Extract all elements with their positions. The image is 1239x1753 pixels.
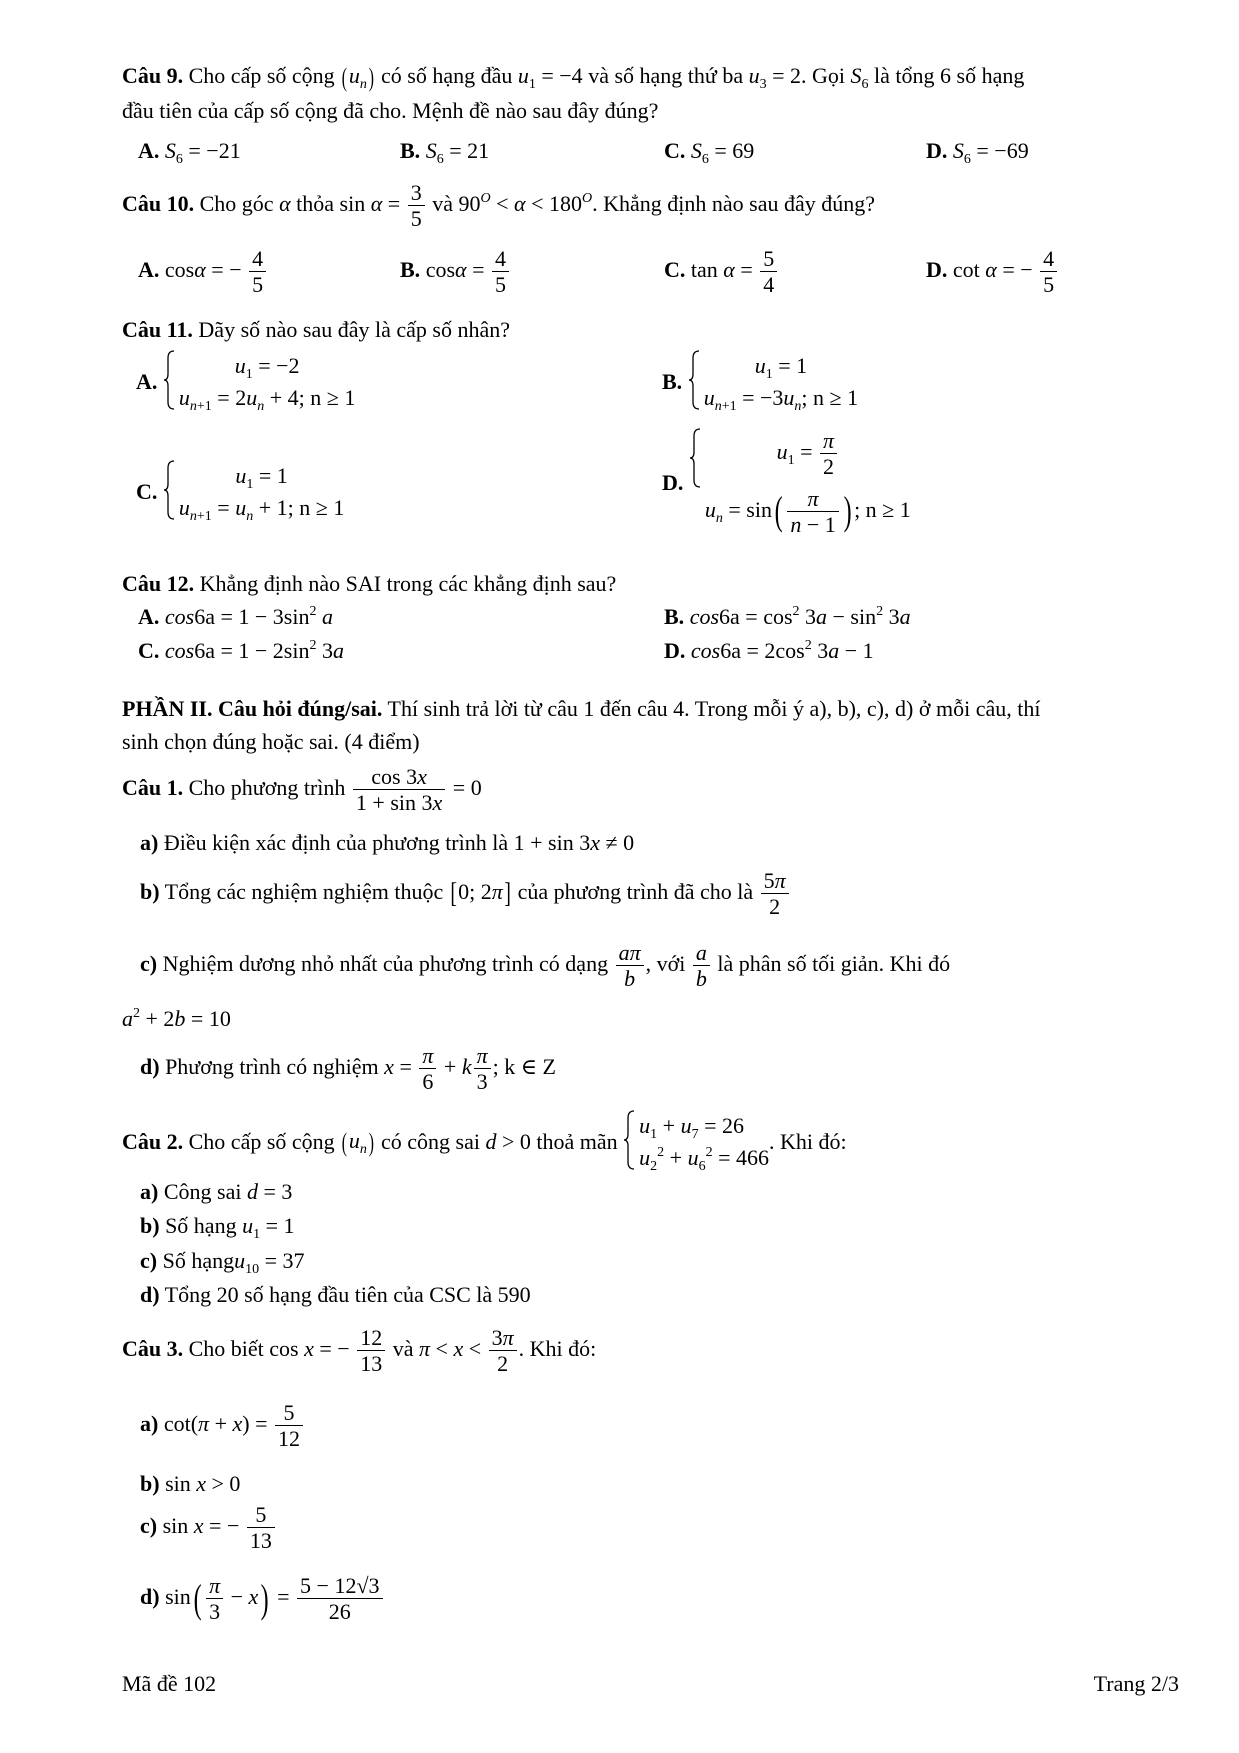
q9-text: là tổng 6 số hạng [874,63,1025,88]
s2-label: Câu 2. [122,1129,184,1155]
s1-c-text: , với [645,950,686,976]
q10-label: Câu 10. [122,190,195,216]
part2-text: Thí sinh trả lời từ câu 1 đến câu 4. Trong mỗi ý a), b), c), d) ở mỗi câu, thí [387,696,1041,721]
q9-u3: $u_3 = 2$ [748,63,802,92]
q10-option-d[interactable]: D. cot α = − $\frac{4}{5}$ [926,246,1059,298]
s1-b-text: của phương trình đã cho là [517,878,754,904]
s2-text: thoả mãn [536,1129,618,1155]
q10-line [122,180,875,232]
q9-option-a[interactable]: A. $S_6 = -21$ [138,138,241,167]
q10-option-a[interactable]: A. cosα = − $\frac{4}{5}$ [138,246,268,298]
q10-sin-eq: sin α = $\frac{3}{5}$ [340,191,427,216]
s1-c-line2: $a^2 + 2b = 10$ [122,1006,231,1031]
q10-text: Cho góc [199,190,274,216]
s2-d-text: Tổng 20 số hạng đầu tiên của CSC là 590 [164,1282,531,1307]
s1-c-text: Nghiệm dương nhỏ nhất của phương trình có dạng [162,950,609,976]
s3-item-a[interactable]: a) cot(π + x) = $\frac{5}{12}$ [140,1400,305,1452]
s2-b-text: Số hạng [165,1213,237,1238]
s2-item-a[interactable]: a) Công sai d = 3 [140,1179,293,1204]
q12-label: Câu 12. [122,571,195,596]
q12-option-b[interactable]: B. $\cos 6a = \cos^2 3a - \sin^2 3a$ [664,604,911,629]
s2-text: . Khi đó: [769,1129,847,1155]
s2-item-c[interactable]: c) Số hạngu$_{10}$ = 37 [140,1248,305,1277]
q10-option-b[interactable]: B. cosα = $\frac{4}{5}$ [400,246,511,298]
q9-u1: $u_1 = -4$ [517,63,583,92]
q12-option-a[interactable]: A. $\cos 6a = 1 - 3\sin^2$ a [138,604,333,629]
s1-line [122,764,482,816]
s3-text: . Khi đó: [518,1335,597,1361]
q11-option-b[interactable]: B. $u_1 = 1$ $u_{n+1} = -3u_n$; n ≥ 1 [662,353,859,414]
s1-item-a[interactable]: a) Điều kiện xác định của phương trình là 1 + sin 3x ≠ 0 [140,830,635,855]
s1-a-text: Điều kiện xác định của phương trình là [163,830,509,855]
s2-c-text: Số hạng [162,1248,235,1273]
s2-line: Câu 2. Cho cấp số cộng $(u_n)$ có công sai d > 0 thoả mãn $u_1 + u_7 = 26$ $u_2^2 + u_6^2 = 466$ . Khi đó: [122,1110,847,1174]
s3-text: Cho biết [188,1335,264,1361]
s1-b-interval: [0; 2π] [450,877,511,909]
q10-option-c[interactable]: C. tan α = $\frac{5}{4}$ [664,246,779,298]
footer-exam-code: Mã đề 102 [122,1671,217,1696]
q9-option-b[interactable]: B. $S_6 = 21$ [400,138,490,167]
s1-label: Câu 1. [122,774,184,800]
q12-line [122,570,616,598]
s2-a-text: Công sai [163,1179,242,1204]
s3-item-c[interactable]: c) sin x = − $\frac{5}{13}$ [140,1502,277,1554]
s1-c-frac: $\frac{a}{b}$ [693,940,710,992]
s1-a-math: 1 + sin 3x ≠ 0 [513,830,635,855]
s3-item-b[interactable]: b) sin x > 0 [140,1471,241,1496]
s1-item-d[interactable]: d) Phương trình có nghiệm x = $\frac{\pi}{6}$ + k $\frac{\pi}{3}$ ; k ∈ Z [140,1043,556,1095]
q10-alpha: α [279,190,291,216]
q12-option-d[interactable]: D. $\cos 6a = 2\cos^2$ 3a − 1 [664,638,874,663]
s2-item-b[interactable]: b) Số hạng $u_1 = 1$ [140,1213,295,1242]
s1-b-value: $\frac{5\pi}{2}$ [761,868,789,920]
q11-option-d[interactable]: D. $u_1$ = $\frac{\pi}{2}$ $u_n = \sin$( $\frac{\pi}{n - 1}$ ) ; n ≥ 1 [662,428,911,537]
q10-text: . Khẳng định nào sau đây đúng? [592,190,876,216]
q9-text: . Gọi [801,63,846,88]
s1-item-b[interactable]: b) Tổng các nghiệm nghiệm thuộc [0; 2π] của phương trình đã cho là $\frac{5\pi}{2}$ [140,868,791,920]
s3-range: π < x < $\frac{3\pi}{2}$ [419,1336,519,1361]
q11-text: Dãy số nào sau đây là cấp số nhân? [198,317,510,342]
s2-text: Cho cấp số cộng [188,1129,335,1155]
q9-label: Câu 9. [122,63,184,88]
s1-d-text: Phương trình có nghiệm [165,1053,379,1079]
s1-d-math: x = $\frac{\pi}{6}$ + k $\frac{\pi}{3}$ ; k ∈ Z [384,1043,556,1095]
s1-equation: $\frac{\cos 3x}{1 + \sin 3x}$ = 0 [351,775,482,800]
q9-s6: $S_6$ [850,63,869,92]
s3-given: cos x = − $\frac{12}{13}$ [269,1336,387,1361]
s1-text: Cho phương trình [188,774,346,800]
s1-c-form: $\frac{a\pi}{b}$ [616,940,644,992]
s1-b-text: Tổng các nghiệm nghiệm thuộc [164,878,444,904]
s1-c-text: là phân số tối giản. Khi đó [717,950,951,976]
part2-title: PHẦN II. Câu hỏi đúng/sai. [122,696,383,721]
q11-line [122,316,510,344]
q11-option-c[interactable]: C. $u_1 = 1$ $u_{n+1} = u_n + 1$; n ≥ 1 [136,463,345,524]
q9-line1: Câu 9. Cho cấp số cộng $(u_n)$ có số hạng đầu $u_1 = -4$ và số hạng thứ ba $u_3 = 2$. Gọi $S_6$ là tổng 6 số hạng [122,62,1025,92]
q10-text: và [432,190,453,216]
q11-option-a[interactable]: A. $u_1 = -2$ $u_{n+1} = 2u_n + 4$; n ≥ 1 [136,353,356,414]
s3-label: Câu 3. [122,1335,184,1361]
s2-text: có công sai [381,1129,480,1155]
q9-text: có số hạng đầu [381,63,513,88]
q10-range: $90^O < \alpha < 180^O$ [458,190,593,216]
part2-line2: sinh chọn đúng hoặc sai. (4 điểm) [122,729,420,754]
q12-text: Khẳng định nào SAI trong các khẳng định sau? [199,571,617,596]
q9-line2: đầu tiên của cấp số cộng đã cho. Mệnh đề nào sau đây đúng? [122,98,659,123]
s3-item-d[interactable]: d) sin( $\frac{\pi}{3}$ − x) = $\frac{5 - 12√3}{26}$ [140,1573,385,1625]
s2-cond: d > 0 [485,1129,531,1155]
s2-item-d[interactable]: d) Tổng 20 số hạng đầu tiên của CSC là 590 [140,1282,531,1307]
footer-page-number: Trang 2/3 [1093,1671,1179,1696]
s2-system: $u_1 + u_7 = 26$ $u_2^2 + u_6^2 = 466$ [623,1110,769,1174]
q10-text: thỏa [296,190,335,216]
s3-text: và [392,1335,414,1361]
q12-option-c[interactable]: C. $\cos 6a = 1 - 2\sin^2$ 3a [138,638,344,663]
s3-line [122,1325,596,1377]
q9-text: và số hạng thứ ba [588,63,744,88]
q9-text: Cho cấp số cộng [188,63,335,88]
q9-option-d[interactable]: D. $S_6 = -69$ [926,138,1029,167]
part2-line1 [122,695,1040,723]
s1-item-c[interactable]: c) Nghiệm dương nhỏ nhất của phương trình có dạng $\frac{a\pi}{b}$ , với $\frac{a}{b}$ là phân số tối giản. Khi đó [140,940,951,992]
q9-option-c[interactable]: C. $S_6 = 69$ [664,138,755,167]
q11-label: Câu 11. [122,317,193,342]
